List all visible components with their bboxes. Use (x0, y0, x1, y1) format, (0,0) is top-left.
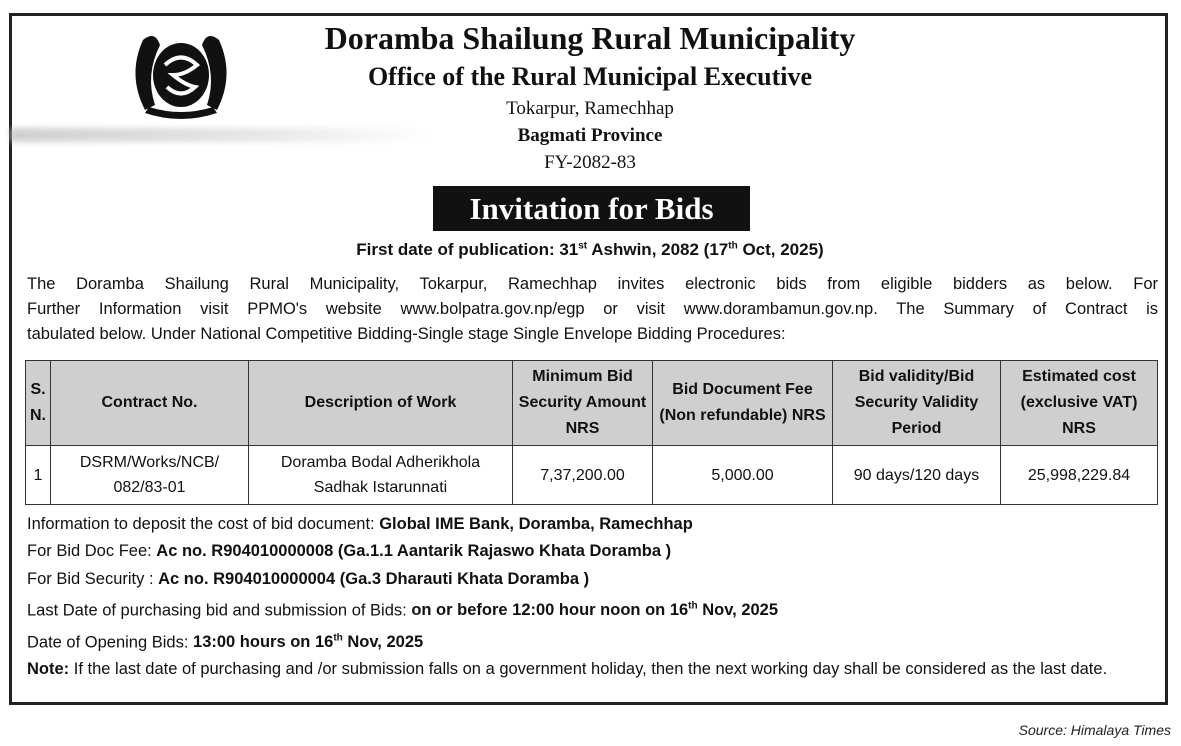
office-title: Office of the Rural Municipal Executive (367, 62, 813, 91)
bid-information (27, 511, 1158, 684)
label: Date of Opening Bids: (27, 633, 194, 652)
sup: th (688, 600, 698, 612)
province: Bagmati Province (517, 125, 663, 146)
deposit-line (27, 511, 1158, 538)
cell-bid-security: 7,37,200.00 (513, 446, 653, 505)
label: Information to deposit the cost of bid document: (27, 515, 380, 533)
label: Last Date of purchasing bid and submission of Bids: (27, 601, 412, 620)
value: Nov, 2025 (697, 601, 779, 620)
intro-line: Further Information visit PPMO's website www.bolpatra.gov.np/egp or visit www.dorambamun.gov.np. The Summary of Contract is (27, 300, 1158, 318)
note-line (27, 656, 1158, 683)
col-header: Description of Work (249, 361, 513, 446)
table-row (26, 446, 1158, 505)
value: on or before 12:00 hour noon on 16 (411, 601, 689, 620)
value: Global IME Bank, Doramba, Ramechhap (379, 515, 693, 533)
note-text: If the last date of purchasing and /or submission falls on a government holiday, then the next working day shall be considered as the last date. (69, 660, 1108, 679)
last-date-line (27, 593, 1158, 625)
pub-sup: th (728, 240, 738, 252)
value: 13:00 hours on 16 (193, 633, 334, 652)
cell-contract-no: DSRM/Works/NCB/ 082/83-01 (51, 446, 249, 505)
sup: th (333, 632, 343, 644)
contract-summary-table (25, 360, 1158, 505)
fee-line (27, 538, 1158, 565)
note-label: Note: (27, 660, 70, 679)
label: For Bid Security : (27, 569, 159, 588)
col-header: Bid Document Fee (Non refundable) NRS (653, 361, 833, 446)
pub-suffix: Oct, 2025) (737, 240, 824, 259)
cell-description: Doramba Bodal Adherikhola Sadhak Istarunnati (249, 446, 513, 505)
value: Nov, 2025 (342, 633, 424, 652)
source-credit: Source: Himalaya Times (1018, 722, 1171, 738)
fiscal-year: FY-2082-83 (544, 152, 636, 173)
pub-mid: Ashwin, 2082 (17 (587, 240, 729, 259)
cell-validity: 90 days/120 days (833, 446, 1001, 505)
opening-line (27, 625, 1158, 657)
col-header: Minimum Bid Security Amount NRS (513, 361, 653, 446)
col-header: Contract No. (51, 361, 249, 446)
pub-sup: st (578, 240, 588, 252)
table-header-row (26, 361, 1158, 446)
intro-paragraph (27, 272, 1158, 347)
col-header: Bid validity/Bid Security Validity Period (833, 361, 1001, 446)
col-header: Estimated cost (exclusive VAT) NRS (1001, 361, 1158, 446)
cell-doc-fee: 5,000.00 (653, 446, 833, 505)
address: Tokarpur, Ramechhap (506, 98, 674, 119)
security-line (27, 566, 1158, 593)
publication-date (250, 240, 930, 260)
col-header: S. N. (26, 361, 51, 446)
value: Ac no. R904010000004 (Ga.3 Dharauti Khata Doramba ) (158, 569, 590, 588)
value: Ac no. R904010000008 (Ga.1.1 Aantarik Rajaswo Khata Doramba ) (156, 542, 672, 561)
cell-sn: 1 (26, 446, 51, 505)
intro-line: tabulated below. Under National Competitive Bidding-Single stage Single Envelope Bidding Procedures: (27, 325, 786, 343)
emblem-logo (125, 25, 237, 121)
label: For Bid Doc Fee: (27, 542, 157, 561)
pub-prefix: First date of publication: 31 (356, 240, 579, 259)
invitation-banner: Invitation for Bids (433, 186, 750, 231)
intro-line: The Doramba Shailung Rural Municipality, Tokarpur, Ramechhap invites electronic bids from eligible bidders as below. For (27, 275, 1158, 293)
municipality-title: Doramba Shailung Rural Municipality (324, 20, 856, 56)
cell-estimated-cost: 25,998,229.84 (1001, 446, 1158, 505)
